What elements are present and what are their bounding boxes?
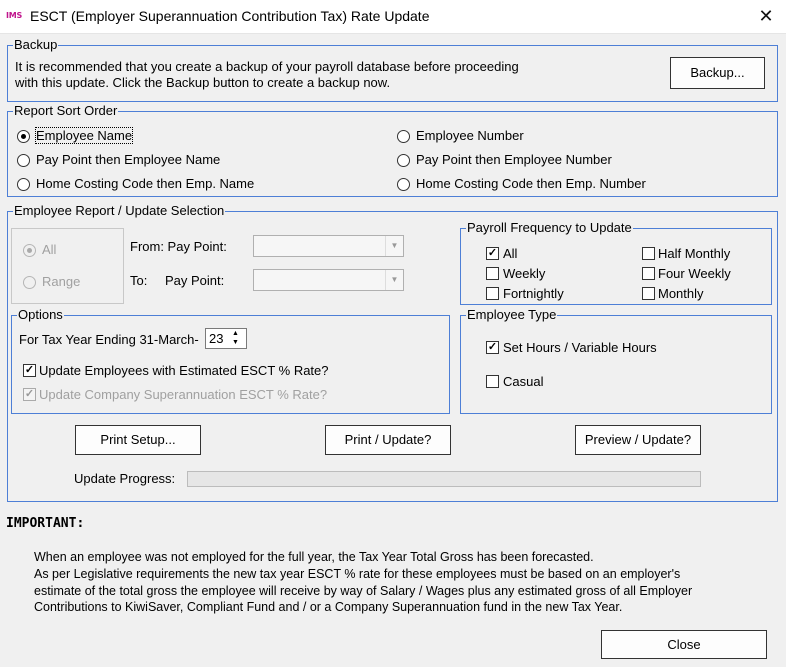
selection-group-title: Employee Report / Update Selection: [14, 203, 225, 218]
sort-option-costing-code-emp-name[interactable]: [17, 176, 277, 192]
checkbox-unchecked-icon[interactable]: [486, 287, 499, 300]
checkbox-unchecked-icon[interactable]: [642, 267, 655, 280]
range-radio-label: Range: [42, 274, 81, 289]
app-logo-icon: IMS: [6, 11, 23, 20]
radio-unselected-icon[interactable]: [397, 130, 410, 143]
important-line4: Contributions to KiwiSaver, Compliant Fund and / or a Company Superannuation fund in the new Tax Year.: [34, 600, 623, 614]
backup-button[interactable]: Backup...: [670, 57, 765, 89]
important-line3: estimate of the total gross the employee will receive by way of Salary / Wages plus any estimated gross of all Employer: [34, 584, 693, 598]
sort-option-label: Employee Name: [36, 128, 133, 143]
frequency-group-title: Payroll Frequency to Update: [467, 220, 632, 235]
frequency-all-checkbox[interactable]: [486, 246, 566, 262]
frequency-label: Half Monthly: [658, 246, 731, 261]
update-progress-label: Update Progress:: [74, 471, 176, 486]
important-line1: When an employee was not employed for the full year, the Tax Year Total Gross has been forecasted.: [34, 550, 594, 564]
set-hours-checkbox[interactable]: [486, 340, 686, 356]
sort-option-label: Pay Point then Employee Number: [416, 152, 612, 167]
all-radio-option[interactable]: [23, 242, 103, 258]
spinner-down-icon[interactable]: ▼: [232, 339, 239, 346]
from-paypoint-label: From: Pay Point:: [130, 239, 227, 254]
frequency-fortnightly-checkbox[interactable]: [486, 286, 586, 302]
important-line2: As per Legislative requirements the new tax year ESCT % rate for these employees must be based on an employer's: [34, 567, 681, 581]
checkbox-checked-icon[interactable]: ✓: [487, 247, 498, 259]
checkbox-unchecked-icon[interactable]: [486, 267, 499, 280]
window-title: ESCT (Employer Superannuation Contribution Tax) Rate Update: [30, 8, 430, 24]
frequency-weekly-checkbox[interactable]: [486, 266, 586, 282]
spinner-up-icon[interactable]: ▲: [232, 330, 239, 337]
checkbox-unchecked-icon[interactable]: [642, 247, 655, 260]
radio-selected-icon[interactable]: [17, 130, 30, 143]
sort-order-group-title: Report Sort Order: [14, 103, 118, 118]
important-heading: IMPORTANT:: [6, 516, 85, 531]
print-setup-button[interactable]: Print Setup...: [75, 425, 201, 455]
preview-update-button[interactable]: Preview / Update?: [575, 425, 701, 455]
casual-label: Casual: [503, 374, 544, 389]
tax-year-value[interactable]: 23: [209, 331, 224, 346]
frequency-monthly-checkbox[interactable]: [642, 286, 752, 302]
backup-group: [7, 37, 778, 102]
radio-unselected-icon[interactable]: [17, 154, 30, 167]
sort-option-label: Pay Point then Employee Name: [36, 152, 221, 167]
print-update-button[interactable]: Print / Update?: [325, 425, 451, 455]
from-paypoint-select[interactable]: [253, 235, 404, 257]
checkbox-checked-icon[interactable]: ✓: [24, 364, 35, 376]
employee-type-group: [460, 307, 772, 414]
update-employees-checkbox[interactable]: [23, 363, 353, 379]
casual-checkbox[interactable]: [486, 374, 586, 390]
checkbox-unchecked-icon[interactable]: [642, 287, 655, 300]
sort-option-employee-number[interactable]: [397, 128, 597, 144]
checkbox-checked-disabled-icon[interactable]: ✓: [24, 388, 35, 400]
all-radio-label: All: [42, 242, 57, 257]
to-paypoint-label: Pay Point:: [165, 273, 225, 288]
to-label: To:: [130, 273, 148, 288]
close-button[interactable]: Close: [601, 630, 767, 659]
sort-option-employee-name[interactable]: [17, 128, 217, 144]
update-company-checkbox[interactable]: [23, 387, 353, 403]
radio-selected-disabled-icon[interactable]: [23, 244, 36, 257]
tax-year-spinner[interactable]: [205, 328, 247, 349]
frequency-label: Weekly: [503, 266, 546, 281]
radio-unselected-icon[interactable]: [17, 178, 30, 191]
frequency-label: Four Weekly: [658, 266, 731, 281]
employee-type-group-title: Employee Type: [467, 307, 557, 322]
title-bar: [0, 0, 786, 34]
checkbox-checked-icon[interactable]: ✓: [487, 341, 498, 353]
frequency-group: [460, 220, 772, 305]
frequency-label: All: [503, 246, 518, 261]
backup-description-line1: It is recommended that you create a backup of your payroll database before proceeding: [15, 59, 519, 74]
sort-option-costing-code-emp-number[interactable]: [397, 176, 667, 192]
frequency-half-monthly-checkbox[interactable]: [642, 246, 752, 262]
selection-group: [7, 203, 778, 502]
sort-option-paypoint-employee-name[interactable]: [17, 152, 257, 168]
sort-option-label: Employee Number: [416, 128, 524, 143]
radio-unselected-icon[interactable]: [397, 154, 410, 167]
frequency-label: Fortnightly: [503, 286, 564, 301]
chevron-down-icon[interactable]: ▼: [385, 270, 403, 290]
sort-order-group: [7, 103, 778, 197]
all-range-box: [11, 228, 124, 304]
sort-option-label: Home Costing Code then Emp. Name: [36, 176, 255, 191]
update-progress-bar: [187, 471, 701, 487]
window-close-icon[interactable]: ✕: [758, 6, 774, 26]
to-paypoint-select[interactable]: [253, 269, 404, 291]
sort-option-label: Home Costing Code then Emp. Number: [416, 176, 646, 191]
backup-group-title: Backup: [14, 37, 58, 52]
range-radio-option[interactable]: [23, 274, 103, 290]
checkbox-unchecked-icon[interactable]: [486, 375, 499, 388]
options-group: [11, 307, 450, 414]
sort-option-paypoint-employee-number[interactable]: [397, 152, 637, 168]
chevron-down-icon[interactable]: ▼: [385, 236, 403, 256]
set-hours-label: Set Hours / Variable Hours: [503, 340, 657, 355]
update-employees-label: Update Employees with Estimated ESCT % Rate?: [39, 363, 329, 378]
frequency-four-weekly-checkbox[interactable]: [642, 266, 752, 282]
frequency-label: Monthly: [658, 286, 704, 301]
radio-unselected-icon[interactable]: [397, 178, 410, 191]
radio-unselected-disabled-icon[interactable]: [23, 276, 36, 289]
backup-description-line2: with this update. Click the Backup button to create a backup now.: [15, 75, 391, 90]
update-company-label: Update Company Superannuation ESCT % Rate?: [39, 387, 328, 402]
options-group-title: Options: [18, 307, 63, 322]
tax-year-label: For Tax Year Ending 31-March-: [19, 332, 199, 347]
